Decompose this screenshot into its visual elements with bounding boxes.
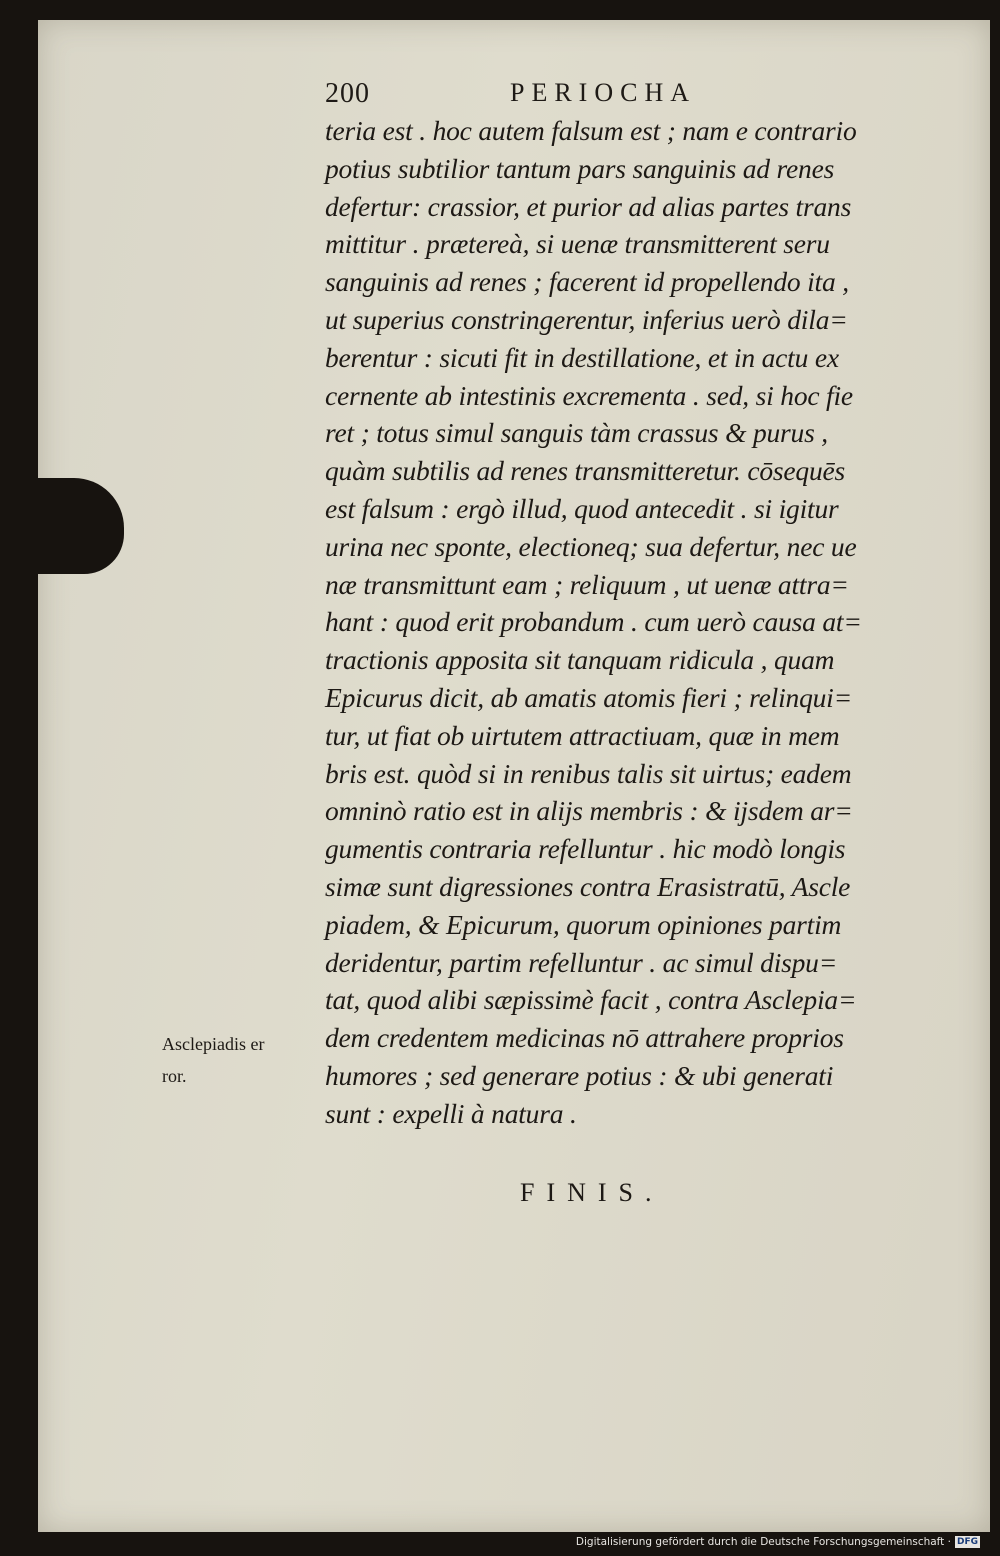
text-line: mittitur . prætereà, si uenæ transmitterent seru (325, 228, 830, 260)
margin-note-line: Asclepiadis er (162, 1034, 265, 1054)
text-line: urina nec sponte, electioneq; sua defertur, nec ue (325, 530, 857, 562)
text-line: deridentur, partim refelluntur . ac simul dispu= (325, 946, 838, 978)
text-line: dem credentem medicinas nō attrahere proprios (325, 1022, 844, 1054)
finis-heading: FINIS. (520, 1178, 664, 1207)
text-line: teria est . hoc autem falsum est ; nam e contrario (325, 115, 857, 146)
text-line: tractionis apposita sit tanquam ridicula , quam (325, 644, 835, 676)
text-line: simæ sunt digressiones contra Erasistratū, Ascle (325, 870, 851, 902)
text-line: ret ; totus simul sanguis tàm crassus & purus , (325, 417, 828, 449)
digitization-footer (576, 1536, 980, 1548)
text-line: bris est. quòd si in renibus talis sit uirtus; eadem (325, 757, 852, 789)
text-line: est falsum : ergò illud, quod antecedit . si igitur (325, 492, 839, 524)
text-line: defertur: crassior, et purior ad alias partes trans (325, 190, 852, 222)
text-line: hant : quod erit probandum . cum uerò causa at= (325, 606, 862, 638)
text-line: berentur : sicuti fit in destillatione, et in actu ex (325, 341, 839, 373)
text-line: piadem, & Epicurum, quorum opiniones partim (325, 908, 842, 940)
text-line: potius subtilior tantum pars sanguinis ad renes (325, 152, 835, 184)
dfg-logo-icon: DFG (956, 1537, 978, 1547)
text-line: gumentis contraria refelluntur . hic modò longis (325, 833, 846, 865)
page-number: 200 (325, 78, 370, 109)
text-line: Epicurus dicit, ab amatis atomis fieri ; relinqui= (325, 681, 852, 713)
text-line: omninò ratio est in alijs membris : & ijsdem ar= (325, 795, 853, 827)
footer-text: Digitalisierung gefördert durch die Deutsche Forschungsgemeinschaft · (575, 1536, 951, 1548)
text-line: sunt : expelli à natura . (325, 1097, 577, 1129)
text-line: sanguinis ad renes ; facerent id propellendo ita , (325, 266, 849, 298)
body-text (325, 112, 935, 1133)
text-line: humores ; sed generare potius : & ubi generati (325, 1059, 834, 1091)
page-header (325, 78, 725, 114)
text-line: tur, ut fiat ob uirtutem attractiuam, quæ in mem (325, 719, 840, 751)
margin-note-line: ror. (162, 1066, 187, 1086)
running-title: PERIOCHA (510, 78, 697, 107)
text-line: quàm subtilis ad renes transmitteretur. cōsequēs (325, 455, 846, 487)
text-line: tat, quod alibi sæpissimè facit , contra Asclepia= (325, 984, 857, 1016)
text-line: næ transmittunt eam ; reliquum , ut uenæ attra= (325, 568, 849, 600)
margin-note (162, 1028, 322, 1092)
text-line: ut superius constringerentur, inferius uerò dila= (325, 303, 848, 335)
text-line: cernente ab intestinis excrementa . sed, si hoc fie (325, 379, 853, 411)
